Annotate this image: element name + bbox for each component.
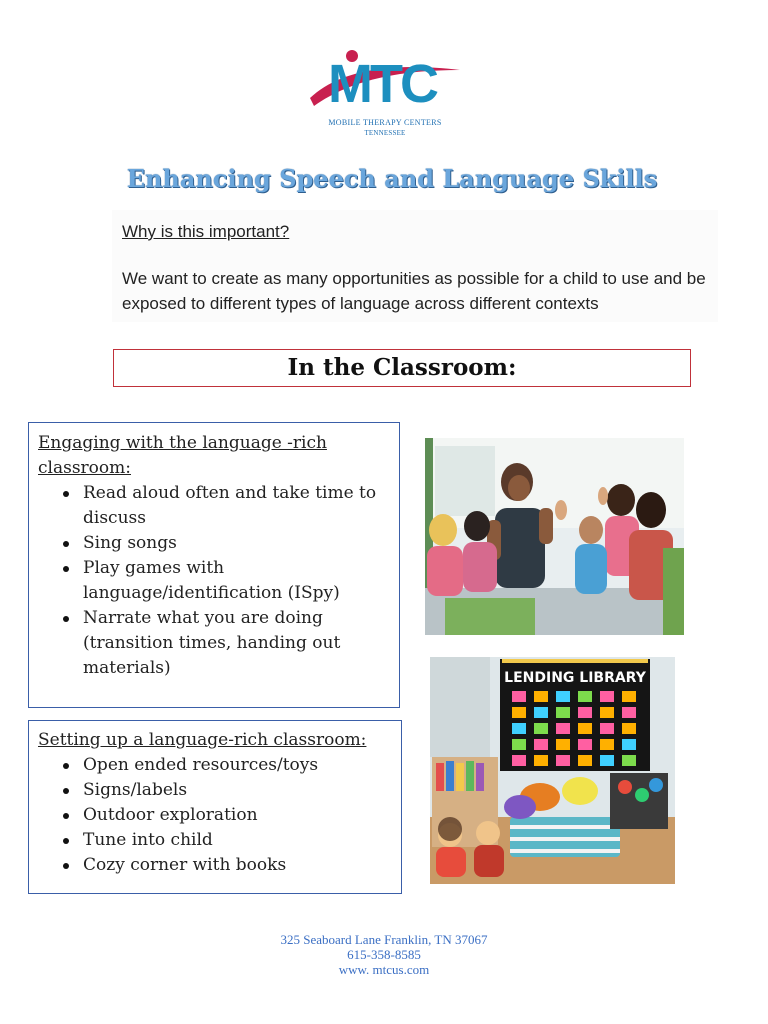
- list-item: Narrate what you are doing (transition times, handing out materials): [83, 606, 389, 681]
- list-item: Outdoor exploration: [83, 803, 391, 828]
- library-sign-text: LENDING LIBRARY: [504, 670, 646, 686]
- section-header: In the Classroom:: [113, 349, 691, 387]
- mtc-logo-mark: [300, 40, 470, 118]
- page-title: Enhancing Speech and Language Skills: [126, 164, 658, 193]
- footer-address: 325 Seaboard Lane Franklin, TN 37067: [280, 932, 488, 947]
- why-body: We want to create as many opportunities as possible for a child to use and be exposed to different types of language across different contexts: [122, 269, 706, 313]
- list-item: Sing songs: [83, 531, 389, 556]
- footer-web: www. mtcus.com: [338, 962, 430, 977]
- footer: [0, 932, 768, 977]
- setting-up-box: [28, 720, 402, 894]
- engaging-list: [38, 481, 389, 681]
- setting-up-heading: Setting up a language-rich classroom:: [38, 730, 367, 750]
- list-item: Signs/labels: [83, 778, 391, 803]
- list-item: Play games with language/identification (ISpy): [83, 556, 389, 606]
- logo-line1: MOBILE THERAPY CENTERS: [328, 118, 442, 127]
- footer-phone: 615-358-8585: [347, 947, 421, 962]
- engaging-box: [28, 422, 400, 708]
- list-item: Open ended resources/toys: [83, 753, 391, 778]
- list-item: Read aloud often and take time to discuss: [83, 481, 389, 531]
- list-item: Tune into child: [83, 828, 391, 853]
- logo-mark-text: MTC: [328, 54, 436, 114]
- engaging-heading: [38, 431, 389, 481]
- library-corner-photo: [430, 657, 675, 884]
- engaging-heading-line1: Engaging with the language -rich: [38, 433, 327, 453]
- mtc-logo: [300, 40, 470, 150]
- setting-up-list: [38, 753, 391, 878]
- why-heading: Why is this important?: [122, 222, 290, 241]
- why-section: [112, 210, 718, 322]
- list-item: Cozy corner with books: [83, 853, 391, 878]
- classroom-photo: [425, 438, 684, 635]
- engaging-heading-line2: classroom:: [38, 458, 131, 478]
- logo-line2: TENNESSEE: [364, 129, 406, 137]
